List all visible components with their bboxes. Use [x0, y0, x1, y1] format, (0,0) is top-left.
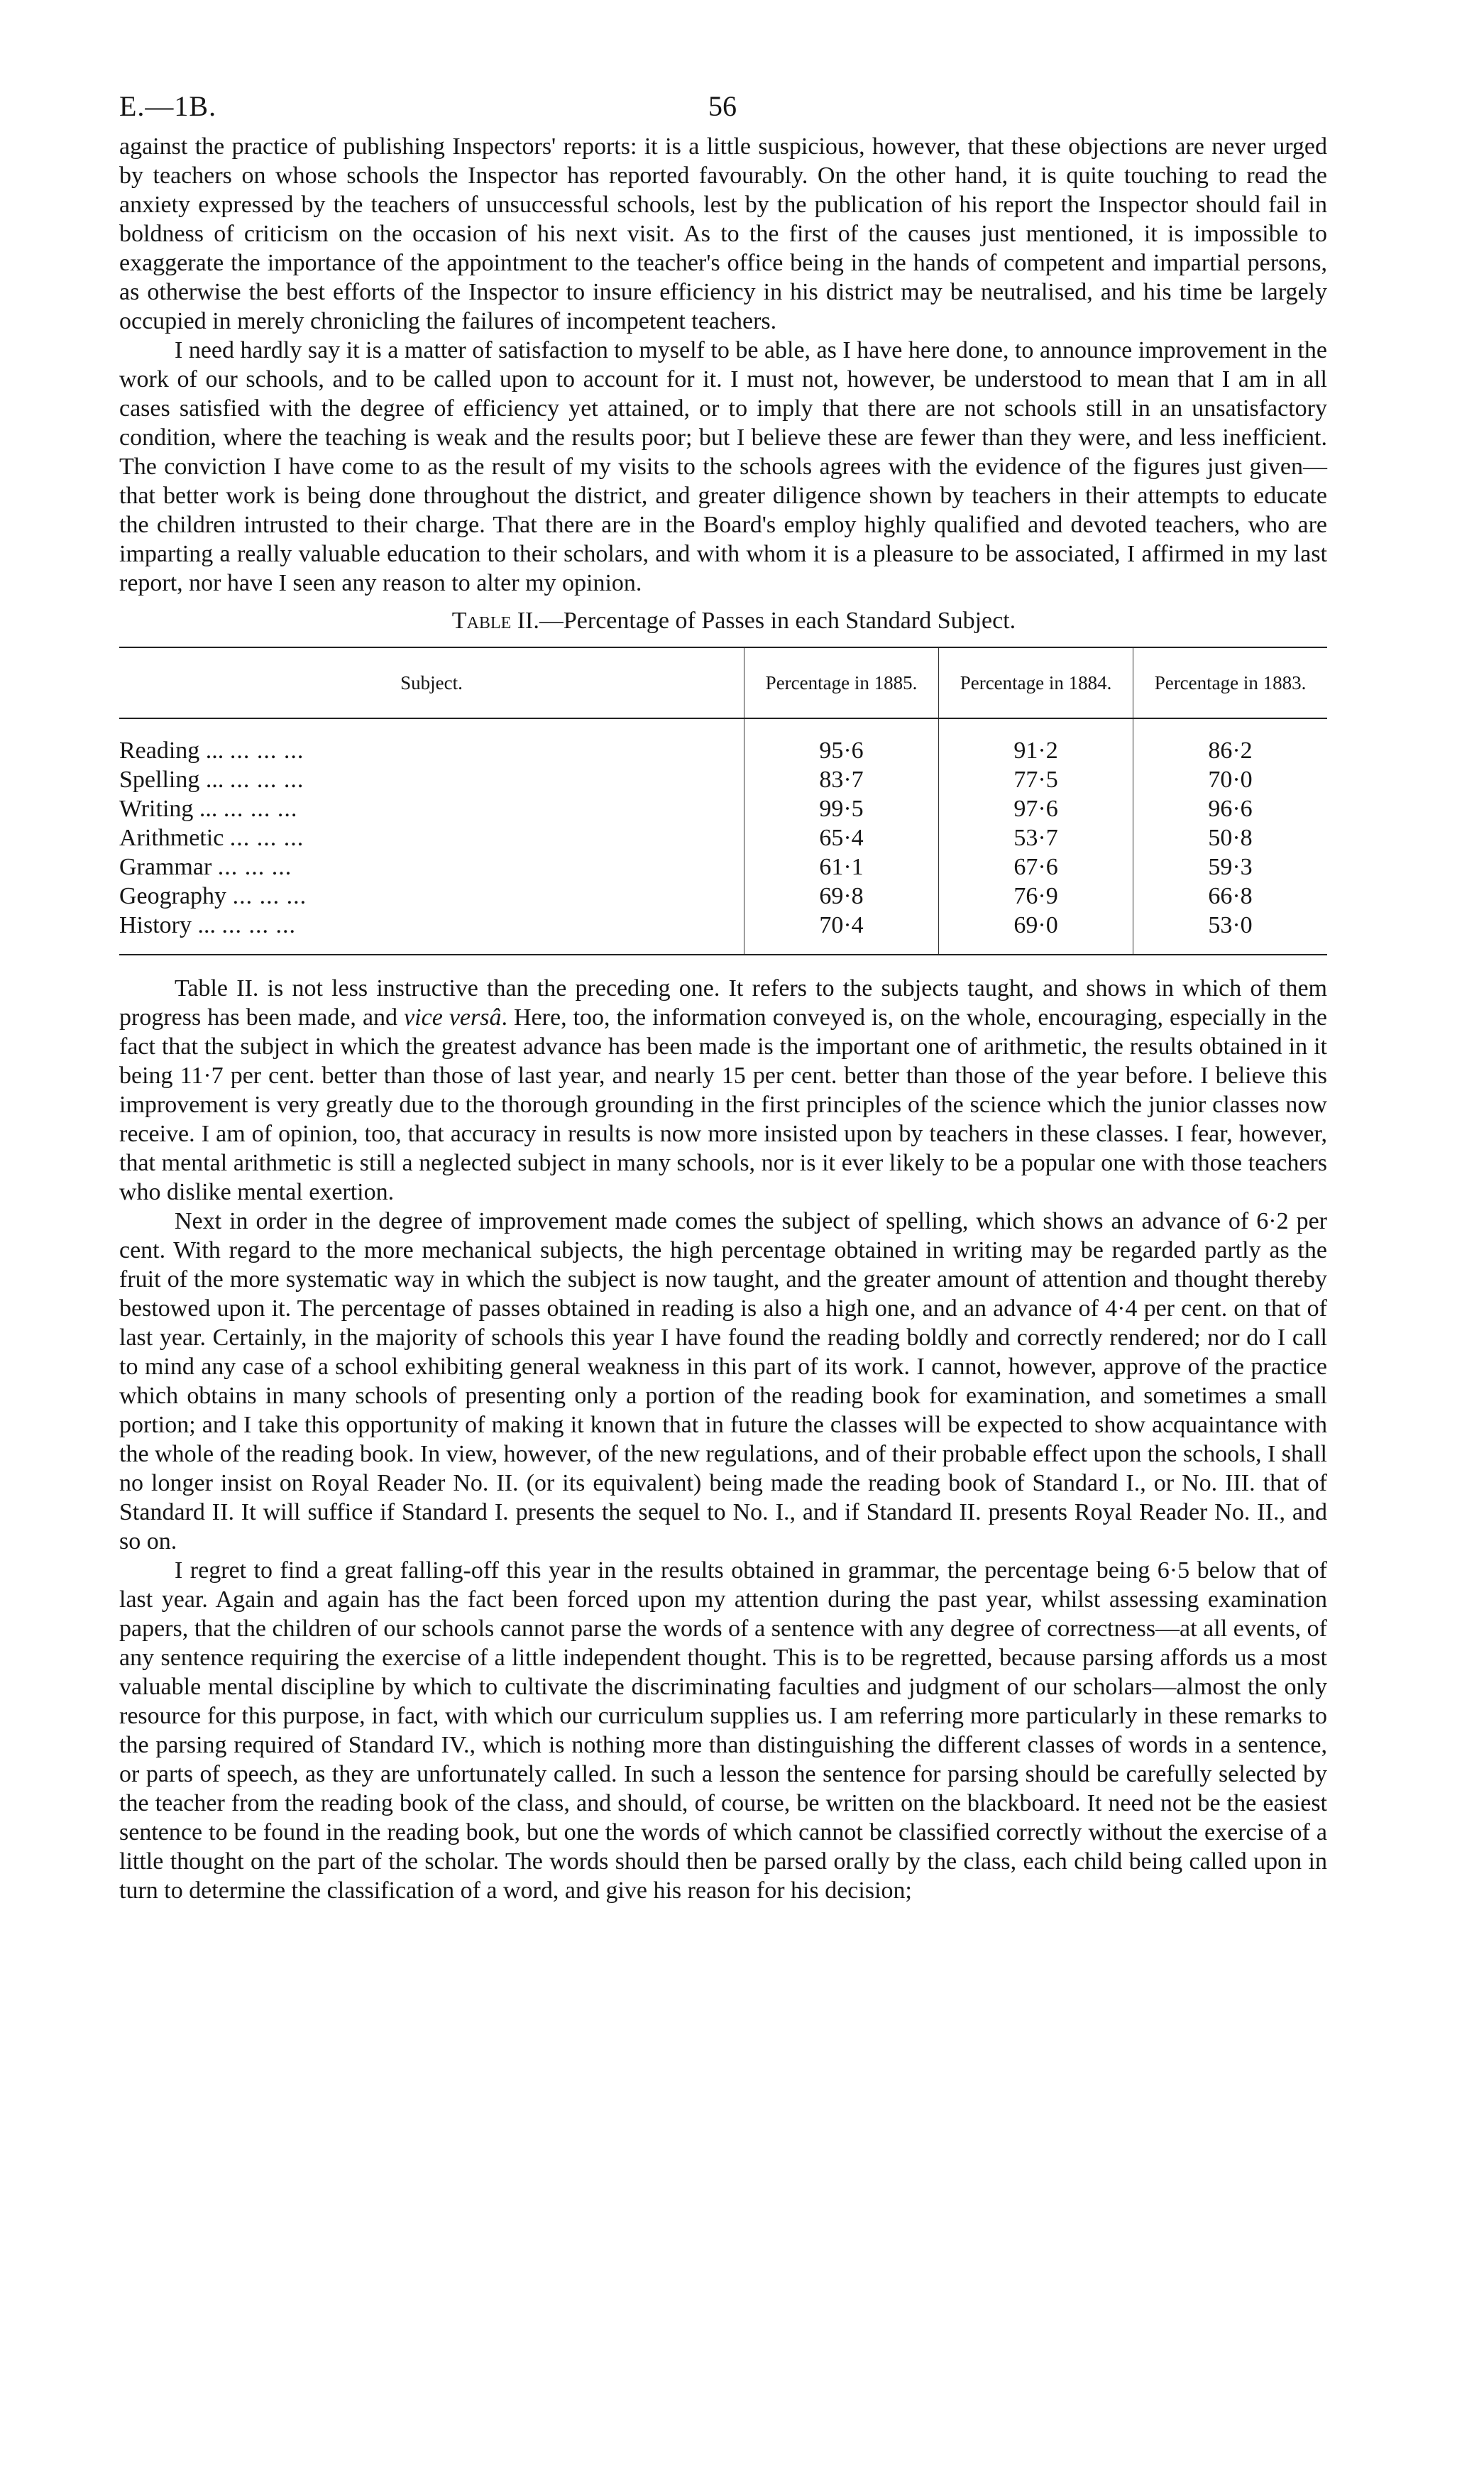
subject-name: History ... — [119, 912, 216, 938]
paragraph-continued: against the practice of publishing Inspectors' reports: it is a little suspicious, however, that these objections are never urged by teachers on whose schools the Inspector has reported favourably. On the other hand, it is quite touching to read the anxiety expressed by the teachers of unsuccessful schools, lest by the publication of his report the Inspector should fail in boldness of criticism on the occasion of his next visit. As to the first of the causes just mentioned, it is impossible to exaggerate the importance of the appointment to the teacher's office being in the hands of competent and impartial persons, as otherwise the best efforts of the Inspector to insure efficiency in his district may be neutralised, and his time be largely occupied in merely chronicling the failures of incompetent teachers. — [119, 133, 1327, 334]
header-1885: Percentage in 1885. — [744, 647, 939, 718]
cell-subject — [119, 852, 744, 882]
cell-subject — [119, 823, 744, 852]
cell-subject — [119, 718, 744, 765]
subject-name: Arithmetic — [119, 825, 224, 851]
cell-1883: 53·0 — [1133, 911, 1327, 955]
subject-name: Writing ... — [119, 796, 218, 822]
paragraph-spelling-reading: Next in order in the degree of improvement made comes the subject of spelling, which shows an advance of 6·2 per cent. With regard to the more mechanical subjects, the high percentage obtained in writing may be regarded partly as the fruit of the more systematic way in which the subject is now taught, and the greater amount of attention and thought thereby bestowed upon it. The percentage of passes obtained in reading is also a high one, and an advance of 4·4 per cent. on that of last year. Certainly, in the majority of schools this year I have found the reading boldly and correctly rendered; nor do I call to mind any case of a school exhibiting general weakness in this part of its work. I cannot, however, approve of the practice which obtains in many schools of presenting only a portion of the reading book for examination, and sometimes a small portion; and I take this opportunity of making it known that in future the classes will be expected to show acquaintance with the whole of the reading book. In view, however, of the new regulations, and of their probable effect upon the schools, I shall no longer insist on Royal Reader No. II. (or its equivalent) being made the reading book of Standard I., or No. III. that of Standard II. It will suffice if Standard I. presents the sequel to No. I., and if Standard II. presents Royal Reader No. II., and so on. — [119, 1208, 1327, 1554]
table-caption-text: —Percentage of Passes in each Standard Subject. — [539, 608, 1016, 634]
leader-dots: ... ... ... — [229, 737, 304, 764]
cell-1883: 86·2 — [1133, 718, 1327, 765]
table-row — [119, 882, 1327, 911]
cell-1885: 83·7 — [744, 765, 939, 794]
cell-1885: 61·1 — [744, 852, 939, 882]
document-reference: E.—1B. — [119, 90, 217, 122]
cell-1885: 65·4 — [744, 823, 939, 852]
table-row — [119, 765, 1327, 794]
document-page — [119, 89, 1327, 1905]
cell-1884: 53·7 — [939, 823, 1133, 852]
cell-1883: 59·3 — [1133, 852, 1327, 882]
cell-1884: 69·0 — [939, 911, 1133, 955]
cell-1884: 97·6 — [939, 794, 1133, 823]
paragraph-grammar: I regret to find a great falling-off this year in the results obtained in grammar, the percentage being 6·5 below that of last year. Again and again has the fact been forced upon my attention during the past year, whilst assessing examination papers, that the children of our schools cannot parse the words of a sentence with any degree of correctness—at all events, of any sentence requiring the exercise of a little independent thought. This is to be regretted, because parsing affords us a most valuable mental discipline by which to cultivate the discriminating faculties and judgment of our scholars—almost the only resource for this purpose, in fact, with which our curriculum supplies us. I am referring more particularly in these remarks to the parsing required of Standard IV., which is nothing more than distinguishing the different classes of words in a sentence, or parts of speech, as they are unfortunately called. In such a lesson the sentence for parsing should be carefully selected by the teacher from the reading book of the class, and should, of course, be written on the blackboard. It need not be the easiest sentence to be found in the reading book, but one the words of which cannot be classified correctly without the exercise of a little thought on the part of the scholar. The words should then be parsed orally by the class, each child being called upon in turn to determine the classification of a word, and give his reason for his decision; — [119, 1557, 1327, 1904]
cell-1885: 70·4 — [744, 911, 939, 955]
cell-1883: 96·6 — [1133, 794, 1327, 823]
header-1883: Percentage in 1883. — [1133, 647, 1327, 718]
table-row — [119, 823, 1327, 852]
cell-1883: 66·8 — [1133, 882, 1327, 911]
table-row — [119, 718, 1327, 765]
cell-1883: 50·8 — [1133, 823, 1327, 852]
cell-1884: 67·6 — [939, 852, 1133, 882]
italic-phrase: vice versâ — [404, 1004, 502, 1031]
subject-name: Grammar — [119, 854, 212, 880]
cell-subject — [119, 765, 744, 794]
cell-1883: 70·0 — [1133, 765, 1327, 794]
cell-1884: 91·2 — [939, 718, 1133, 765]
table-header-row — [119, 647, 1327, 718]
paragraph-improvement: I need hardly say it is a matter of satisfaction to myself to be able, as I have here done, to announce improvement in the work of our schools, and to be called upon to account for it. I must not, however, be understood to mean that I am in all cases satisfied with the degree of efficiency yet attained, or to imply that there are not schools still in an unsatisfactory condition, where the teaching is weak and the results poor; but I believe these are fewer than they were, and less inefficient. The conviction I have come to as the result of my visits to the schools agrees with the evidence of the figures just given—that better work is being done throughout the district, and greater diligence shown by teachers in their attempts to educate the children intrusted to their charge. That there are in the Board's employ highly qualified and devoted teachers, who are imparting a really valuable education to their scholars, and with whom it is a pleasure to be associated, I affirmed in my last report, nor have I seen any reason to alter my opinion. — [119, 337, 1327, 596]
percentage-passes-table — [119, 647, 1327, 955]
subject-name: Geography — [119, 883, 227, 909]
subject-name: Reading ... — [119, 737, 224, 764]
leader-dots: ... ... ... — [217, 854, 292, 880]
paragraph-text: Table II. is not less instructive than the preceding one. It refers to the subjects taught, and shows in which of them progress has been made, and — [119, 975, 1327, 1031]
leader-dots: ... ... ... — [229, 825, 304, 851]
paragraph-table-discussion — [119, 974, 1327, 1207]
cell-1885: 99·5 — [744, 794, 939, 823]
cell-1885: 95·6 — [744, 718, 939, 765]
cell-subject — [119, 882, 744, 911]
table-caption — [119, 606, 1327, 635]
leader-dots: ... ... ... — [232, 883, 307, 909]
header-1884: Percentage in 1884. — [939, 647, 1133, 718]
table-row — [119, 852, 1327, 882]
cell-subject — [119, 911, 744, 955]
header-subject: Subject. — [119, 647, 744, 718]
cell-subject — [119, 794, 744, 823]
paragraph-text: . Here, too, the information conveyed is, on the whole, encouraging, especially in the fact that the subject in which the greatest advance has been made is the important one of arithmetic, the results obtained in it being 11·7 per cent. better than those of last year, and nearly 15 per cent. better than those of the year before. I believe this improvement is very greatly due to the thorough grounding in the first principles of the science which the junior classes now receive. I am of opinion, too, that accuracy in results is now more insisted upon by teachers in these classes. I fear, however, that mental arithmetic is still a neglected subject in many schools, nor is it ever likely to be a popular one with those teachers who dislike mental exertion. — [119, 1004, 1327, 1205]
table-caption-label: Table II. — [451, 608, 539, 634]
cell-1885: 69·8 — [744, 882, 939, 911]
subject-name: Spelling ... — [119, 767, 224, 793]
leader-dots: ... ... ... — [223, 796, 298, 822]
table-row — [119, 794, 1327, 823]
cell-1884: 77·5 — [939, 765, 1133, 794]
cell-1884: 76·9 — [939, 882, 1133, 911]
table-row — [119, 911, 1327, 955]
leader-dots: ... ... ... — [229, 767, 304, 793]
page-number: 56 — [708, 90, 737, 122]
leader-dots: ... ... ... — [221, 912, 296, 938]
page-header — [119, 89, 1327, 132]
